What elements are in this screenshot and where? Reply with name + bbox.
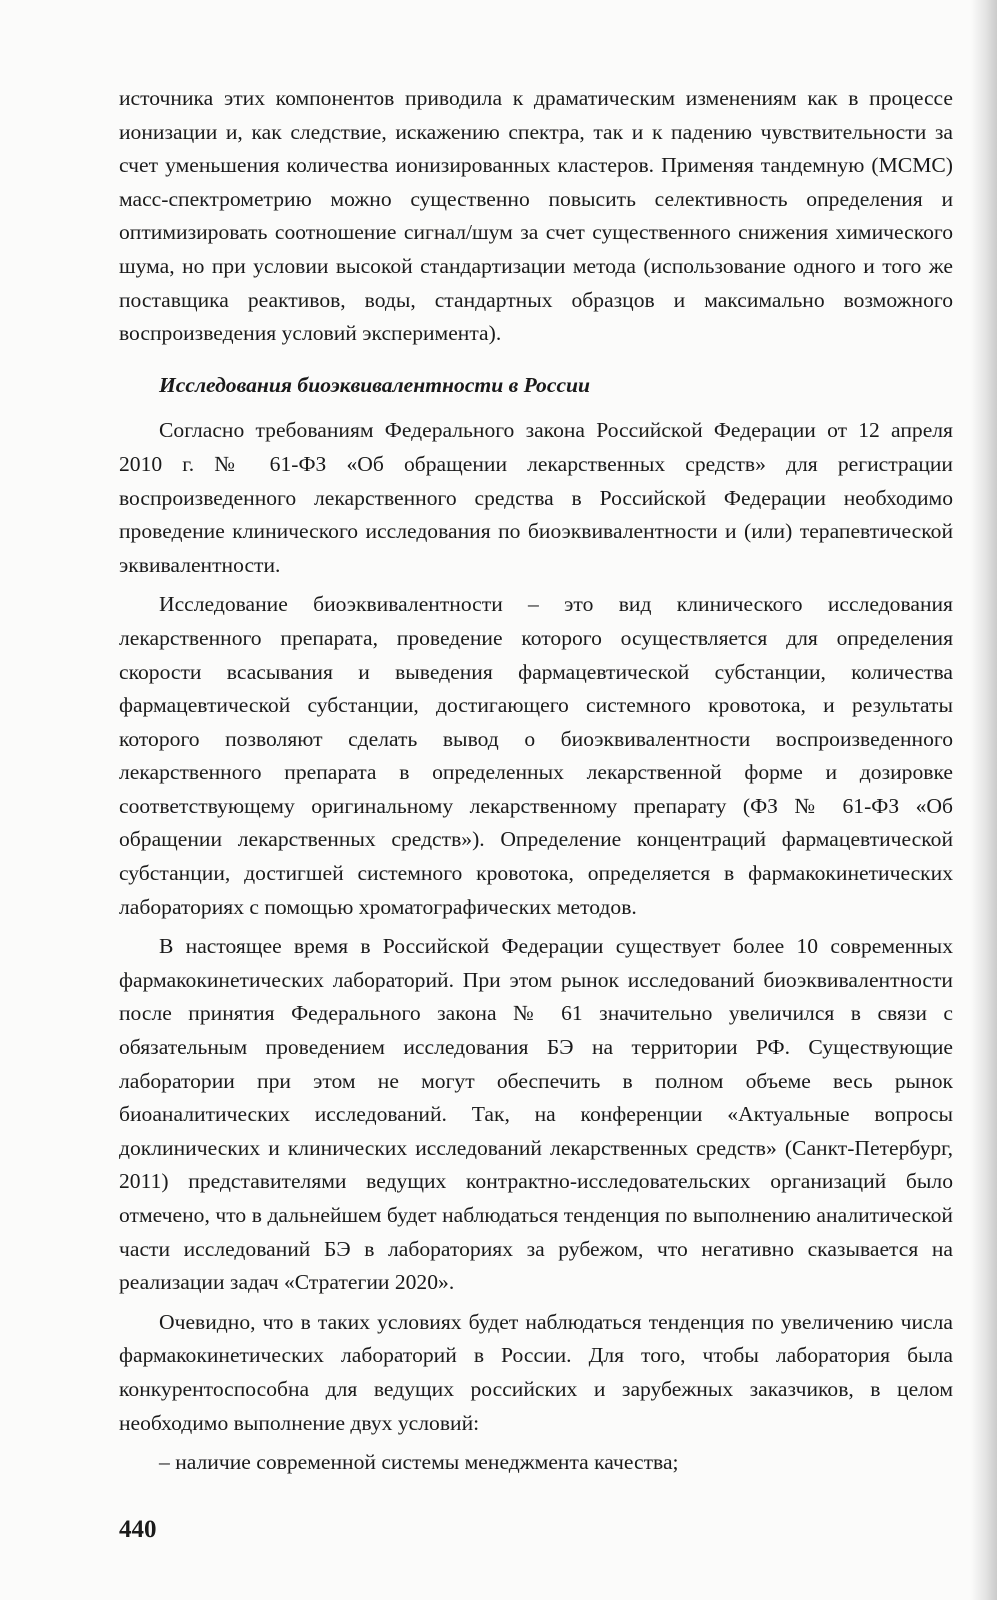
page-number: 440 bbox=[119, 1516, 157, 1543]
intro-paragraph: источника этих компонентов приводила к драматическим изменениям как в процессе ионизации и, как следствие, искажению спектра, так и к падению чувствительности за счет уменьшения количества ионизированных кластеров. Применяя тандемную (МСМС) масс-спектрометрию можно существенно повысить селективность определения и оптимизировать соотношение сигнал/шум за счет существенного снижения химического шума, но при условии высокой стандартизации метода (использование одного и того же поставщика реактивов, воды, стандартных образцов и максимально возможного воспроизведения условий эксперимента). bbox=[119, 86, 953, 346]
paragraph-bioequivalence-definition: Исследование биоэквивалентности – это вид клинического исследования лекарственного препарата, проведение которого осуществляется для определения скорости всасывания и выведения фармацевтической субстанции, количества фармацевтической субстанции, достигающего системного кровотока, и результаты которого позволяют сделать вывод о биоэквивалентности воспроизведенного лекарственного препарата в определенных лекарственной форме и дозировке соответствующему оригинальному лекарственному препарату (ФЗ № 61-ФЗ «Об обращении лекарственных средств»). Определение концентраций фармацевтической субстанции, достигшей системного кровотока, определяется в фармакокинетических лабораториях с помощью хроматографических методов. bbox=[119, 592, 953, 919]
paragraph-laboratories: В настоящее время в Российской Федерации существует более 10 современных фармакокинетических лабораторий. При этом рынок исследований биоэквивалентности после принятия Федерального закона № 61 значительно увеличился в связи с обязательным проведением исследования БЭ на территории РФ. Существующие лаборатории при этом не могут обеспечить в полном объеме весь рынок биоаналитических исследований. Так, на конференции «Актуальные вопросы доклинических и клинических исследований лекарственных средств» (Санкт-Петербург, 2011) представителями ведущих контрактно-исследовательских организаций было отмечено, что в дальнейшем будет наблюдаться тенденция по выполнению аналитической части исследований БЭ в лабораториях за рубежом, что негативно сказывается на реализации задач «Стратегии 2020». bbox=[119, 934, 953, 1295]
paragraph-conditions: Очевидно, что в таких условиях будет наблюдаться тенденция по увеличению числа фармакокинетических лабораторий в России. Для того, чтобы лаборатория была конкурентоспособна для ведущих российских и зарубежных заказчиков, в целом необходимо выполнение двух условий: bbox=[119, 1309, 953, 1435]
paragraph-federal-law: Согласно требованиям Федерального закона Российской Федерации от 12 апреля 2010 г. № 61-ФЗ «Об обращении лекарственных средств» для регистрации воспроизведенного лекарственного средства в Российской Федерации необходимо проведение клинического исследования по биоэквивалентности и (или) терапевтической эквивалентности. bbox=[119, 418, 953, 577]
section-heading: Исследования биоэквивалентности в России bbox=[159, 372, 591, 397]
list-item-quality-system: – наличие современной системы менеджмента качества; bbox=[159, 1450, 679, 1475]
page-edge-shadow bbox=[971, 0, 997, 1600]
page-text bbox=[119, 82, 953, 1480]
